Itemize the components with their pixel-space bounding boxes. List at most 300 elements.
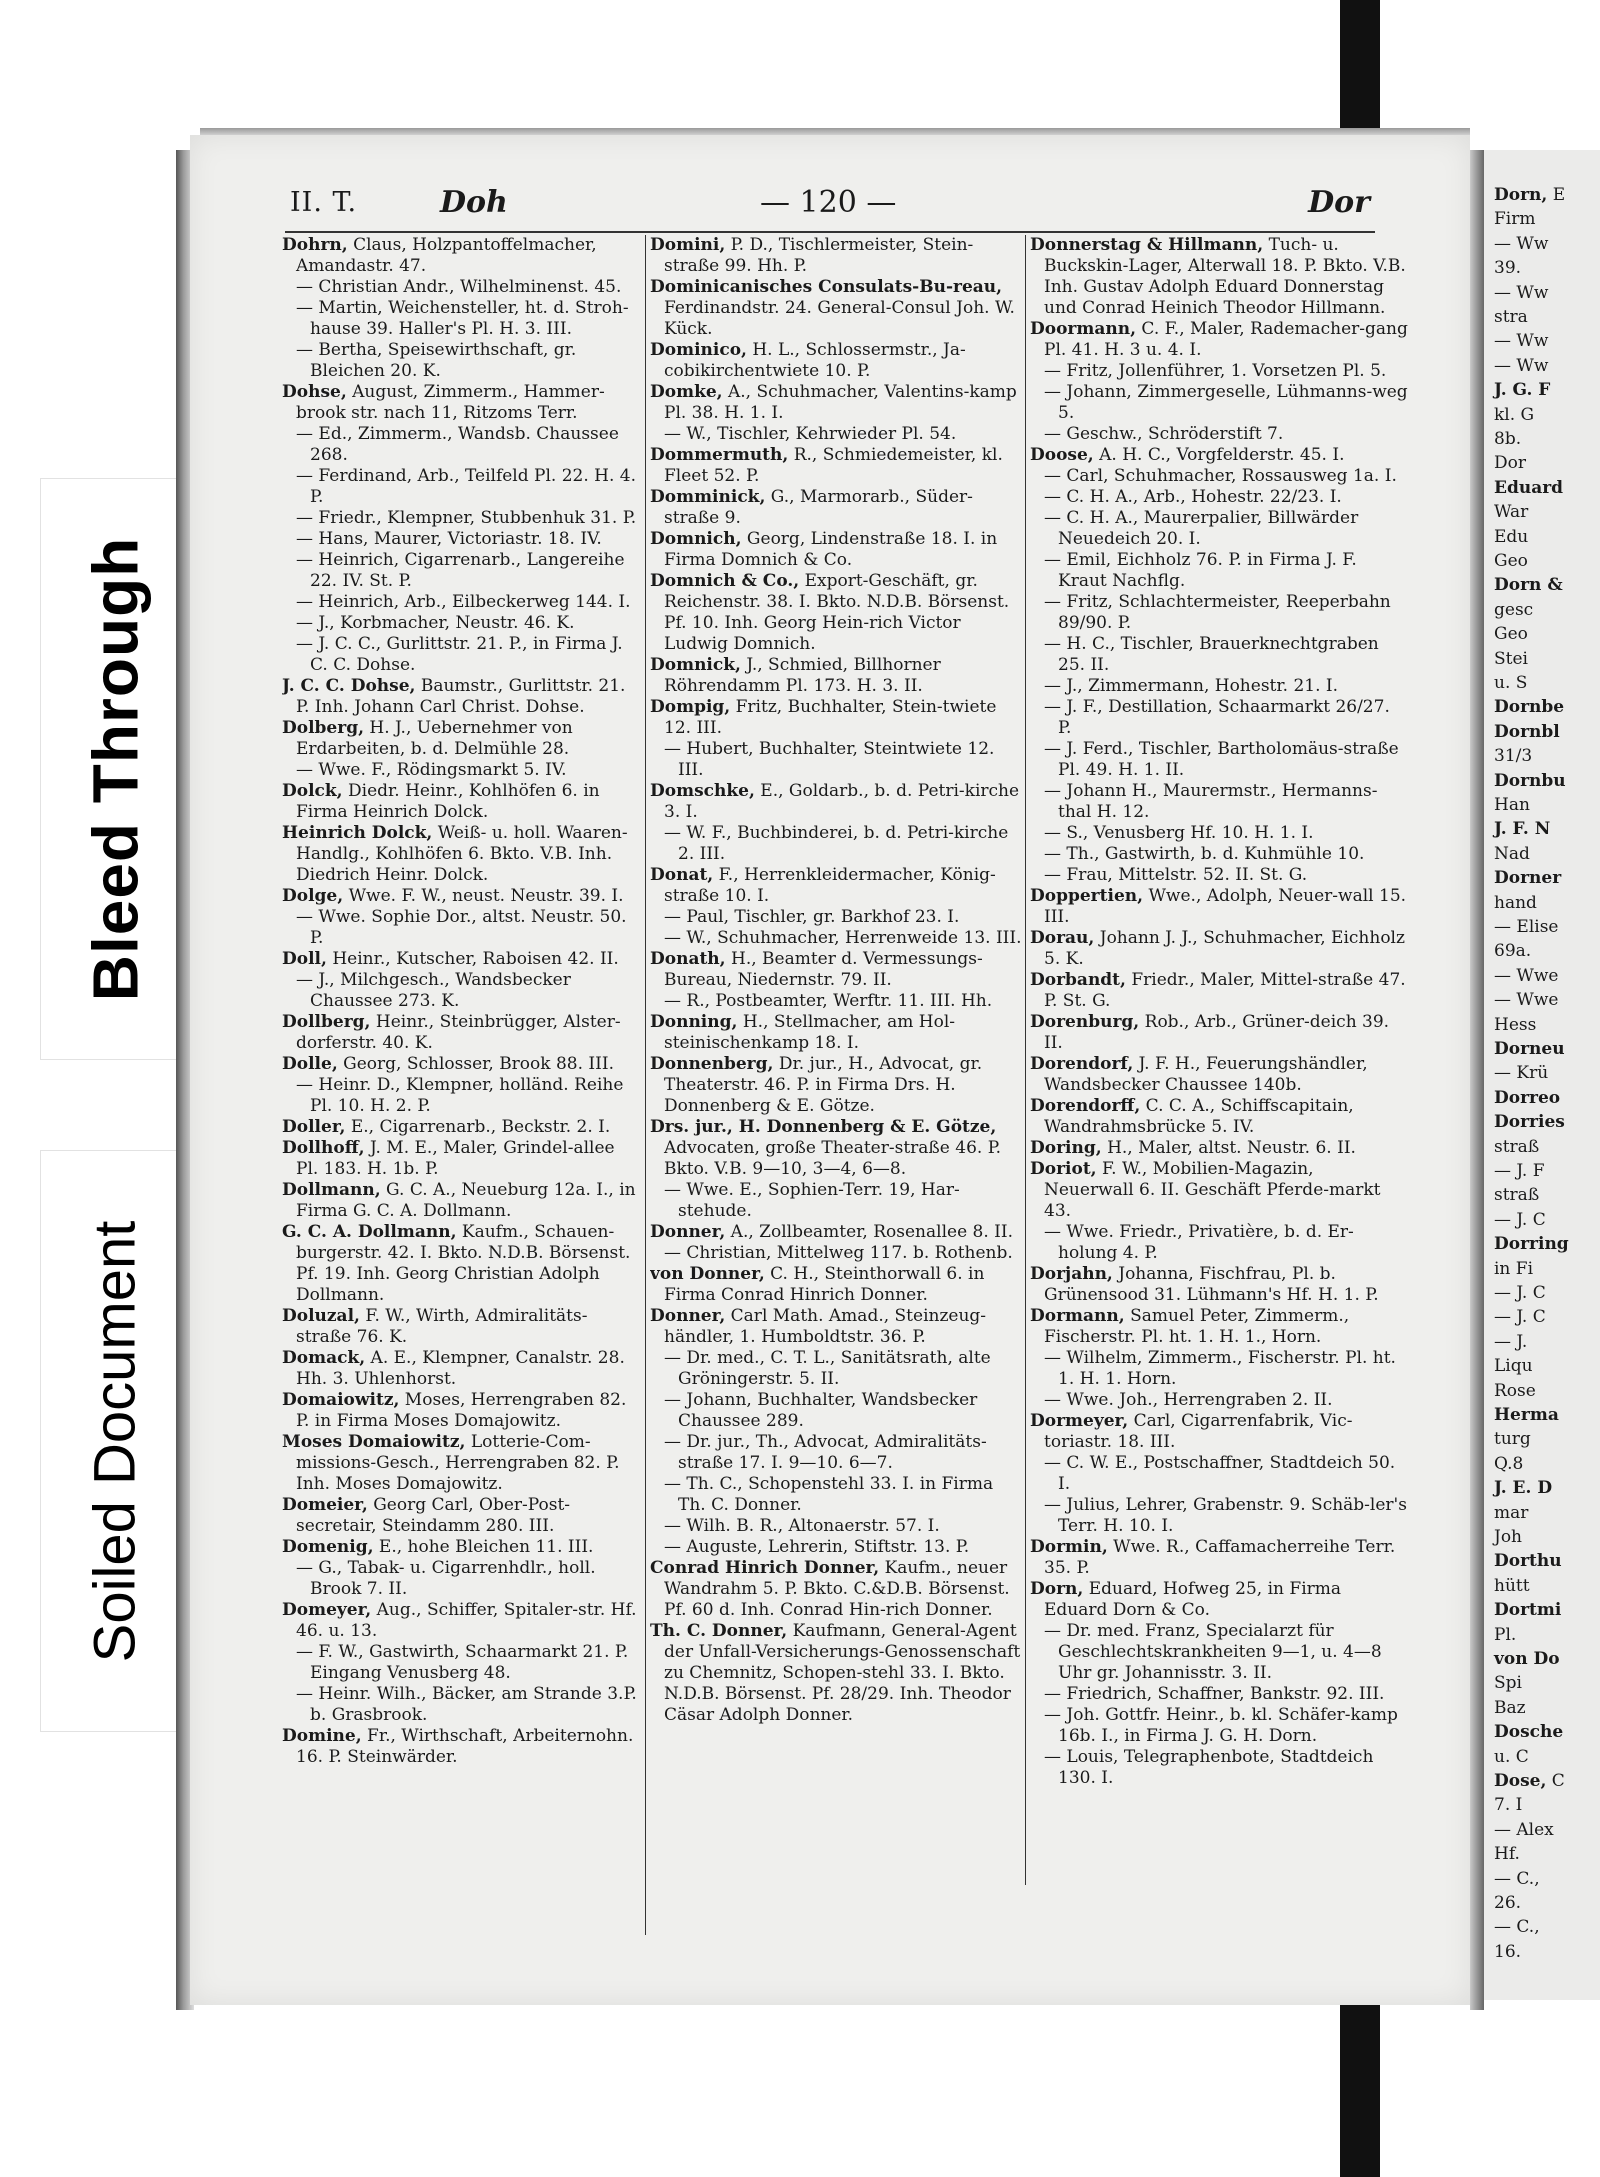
adjacent-entry-text: Dor [1494, 453, 1526, 474]
entry-name: Dolle, [282, 1054, 338, 1074]
entry-details: E., Goldarb., b. d. Petri-kirche 3. I. [664, 781, 1020, 822]
entry-details: F. W., Wirth, Admiralitäts-straße 76. K. [296, 1306, 588, 1347]
adjacent-page-line [1494, 1161, 1545, 1182]
catchword-right: Dor [1308, 185, 1370, 220]
entry-name: Donat, [650, 865, 714, 885]
adjacent-entry-text: — Wwe [1494, 965, 1559, 986]
entry-details: J. M. E., Maler, Grindel-allee Pl. 183. H. 1b. P. [296, 1138, 615, 1179]
directory-entry [282, 1537, 642, 1558]
entry-name: Donner, [650, 1222, 726, 1242]
directory-entry [282, 1117, 642, 1138]
entry-name: Domeier, [282, 1495, 368, 1515]
adjacent-entry-name: Eduard [1494, 477, 1564, 498]
entry-name: Dollmann, [282, 1180, 381, 1200]
directory-entry [650, 1306, 1022, 1348]
adjacent-entry-text: — Krü [1494, 1063, 1549, 1084]
entry-name: Domeyer, [282, 1600, 372, 1620]
adjacent-entry-text: Liqu [1494, 1356, 1533, 1377]
entry-details: Lotterie-Com-missions-Gesch., Herrengraben 82. P. Inh. Moses Domajowitz. [296, 1432, 620, 1494]
adjacent-page-line [1494, 1722, 1563, 1743]
adjacent-entry-text: — Ww [1494, 282, 1549, 303]
directory-subentry: — J. C. C., Gurlittstr. 21. P., in Firma J. C. C. Dohse. [296, 634, 623, 675]
directory-entry [1030, 235, 1408, 319]
adjacent-page-line [1494, 209, 1535, 230]
directory-subentry: — J., Milchgesch., Wandsbecker Chaussee 273. K. [296, 970, 571, 1011]
directory-entry [1030, 319, 1408, 361]
adjacent-entry-text: Rose [1494, 1380, 1536, 1401]
entry-details: Dr. jur., H., Advocat, gr. Theaterstr. 46. P. in Firma Drs. H. Donnenberg & E. Götze. [664, 1054, 983, 1116]
directory-subentry: — Joh. Gottfr. Heinr., b. kl. Schäfer-kamp 16b. I., in Firma J. G. H. Dorn. [1044, 1705, 1398, 1746]
entry-name: Dorn, [1030, 1579, 1084, 1599]
entry-details: H., Maler, altst. Neustr. 6. II. [1101, 1138, 1356, 1158]
adjacent-entry-text: Hf. [1494, 1844, 1520, 1865]
adjacent-entry-name: Dortmi [1494, 1600, 1562, 1621]
adjacent-entry-text: — Ww [1494, 355, 1549, 376]
column-divider [645, 235, 646, 1935]
directory-subentry: — Bertha, Speisewirthschaft, gr. Bleichen 20. K. [296, 340, 577, 381]
directory-subentry: — F. W., Gastwirth, Schaarmarkt 21. P. Eingang Venusberg 48. [296, 1642, 629, 1683]
directory-subentry: — Julius, Lehrer, Grabenstr. 9. Schäb-ler's Terr. H. 10. I. [1044, 1495, 1407, 1536]
directory-entry [282, 1726, 642, 1768]
entry-details: Eduard, Hofweg 25, in Firma Eduard Dorn & Co. [1044, 1579, 1342, 1620]
adjacent-page-line [1494, 600, 1533, 621]
adjacent-page-line [1494, 624, 1528, 645]
entry-name: Doring, [1030, 1138, 1102, 1158]
adjacent-entry-name: Dose, [1494, 1771, 1547, 1791]
adjacent-page-line [1494, 1381, 1536, 1402]
entry-details: F. W., Mobilien-Magazin, Neuerwall 6. II. Geschäft Pferde-markt 43. [1044, 1159, 1381, 1221]
directory-entry [650, 1222, 1022, 1243]
directory-entry [282, 1012, 642, 1054]
directory-entry [650, 1117, 1022, 1180]
adjacent-page-line [1494, 1234, 1569, 1255]
entry-name: Domnich, [650, 529, 742, 549]
entry-name: Domke, [650, 382, 723, 402]
directory-subentry: — Frau, Mittelstr. 52. II. St. G. [1044, 865, 1308, 885]
directory-entry [650, 571, 1022, 655]
adjacent-page-line [1494, 1210, 1546, 1231]
entry-name: Doppertien, [1030, 886, 1144, 906]
entry-details: Wwe., Adolph, Neuer-wall 15. III. [1044, 886, 1407, 927]
entry-details: C. C. A., Schiffscapitain, Wandrahmsbrücke 5. IV. [1044, 1096, 1354, 1137]
adjacent-page-line [1494, 1673, 1522, 1694]
directory-subentry: — Christian, Mittelweg 117. b. Rothenb. [664, 1243, 1013, 1263]
directory-subentry: — Th. C., Schopenstehl 33. I. in Firma Th. C. Donner. [664, 1474, 994, 1515]
entry-name: Donath, [650, 949, 726, 969]
directory-entry [650, 865, 1022, 907]
adjacent-page-line [1494, 1112, 1565, 1133]
directory-subentry: — Martin, Weichensteller, ht. d. Stroh-hause 39. Haller's Pl. H. 3. III. [296, 298, 629, 339]
entry-details: H. J., Uebernehmer von Erdarbeiten, b. d. Delmühle 28. [296, 718, 573, 759]
adjacent-page-line [1494, 307, 1528, 328]
directory-entry [650, 949, 1022, 991]
entry-name: Dormeyer, [1030, 1411, 1129, 1431]
adjacent-entry-name: Dornbe [1494, 697, 1565, 718]
directory-subentry: — Hubert, Buchhalter, Steintwiete 12. III. [664, 739, 995, 780]
directory-subentry: — Heinr. Wilh., Bäcker, am Strande 3.P. b. Grasbrook. [296, 1684, 637, 1725]
directory-subentry: — Ed., Zimmerm., Wandsb. Chaussee 268. [296, 424, 619, 465]
directory-subentry: — W., Schuhmacher, Herrenweide 13. III. [664, 928, 1022, 948]
catchword-left: Doh [440, 185, 508, 220]
entry-name: Dollberg, [282, 1012, 371, 1032]
part-label: II. T. [290, 187, 358, 218]
adjacent-page-line [1494, 819, 1550, 840]
entry-name: Dolck, [282, 781, 343, 801]
adjacent-entry-text: 8b. [1494, 429, 1522, 449]
entry-details: A. H. C., Vorgfelderstr. 45. I. [1093, 445, 1345, 465]
adjacent-entry-text: Hess [1494, 1014, 1537, 1035]
adjacent-entry-text: — Ww [1494, 233, 1549, 254]
entry-name: Dorenburg, [1030, 1012, 1140, 1032]
adjacent-page-line [1494, 1942, 1521, 1963]
entry-details: Rob., Arb., Grüner-deich 39. II. [1044, 1012, 1390, 1053]
adjacent-page-line [1494, 1527, 1522, 1548]
entry-name: Domnick, [650, 655, 741, 675]
adjacent-page-line [1494, 917, 1558, 938]
adjacent-entry-text: Edu [1494, 526, 1529, 547]
adjacent-entry-name: Dorn & [1494, 575, 1563, 596]
entry-details: Johanna, Fischfrau, Pl. b. Grünensood 31. Lühmann's Hf. H. 1. P. [1044, 1264, 1379, 1305]
entry-name: Domschke, [650, 781, 755, 801]
entry-name: G. C. A. Dollmann, [282, 1222, 457, 1242]
directory-entry [282, 1222, 642, 1306]
adjacent-page-line [1494, 1869, 1540, 1890]
directory-subentry: — Dr. jur., Th., Advocat, Admiralitäts-straße 17. I. 9—10. 6—7. [664, 1432, 987, 1473]
adjacent-page-line [1494, 990, 1559, 1011]
directory-entry [650, 445, 1022, 487]
adjacent-page-line [1494, 697, 1564, 718]
adjacent-page-line [1494, 649, 1528, 670]
entry-name: Dormann, [1030, 1306, 1125, 1326]
adjacent-page-line [1494, 1332, 1527, 1353]
adjacent-page-line [1494, 844, 1530, 865]
directory-subentry: — Christian Andr., Wilhelminenst. 45. [296, 277, 622, 297]
entry-name: Moses Domaiowitz, [282, 1432, 466, 1452]
directory-entry [1030, 1411, 1408, 1453]
directory-subentry: — Wwe. Sophie Dor., altst. Neustr. 50. P. [296, 907, 627, 948]
entry-name: Dorjahn, [1030, 1264, 1113, 1284]
entry-details: Advocaten, große Theater-straße 46. P. Bkto. V.B. 9—10, 3—4, 6—8. [664, 1138, 1002, 1179]
adjacent-page-line [1494, 502, 1528, 523]
directory-subentry: — Heinr. D., Klempner, holländ. Reihe Pl. 10. H. 2. P. [296, 1075, 624, 1116]
directory-entry [650, 235, 1022, 277]
column-3 [1030, 235, 1408, 1789]
entry-details: H., Stellmacher, am Hol-steinischenkamp 18. I. [664, 1012, 956, 1053]
directory-entry [650, 781, 1022, 823]
bleed-through-tab[interactable] [40, 478, 190, 1060]
column-divider [1025, 235, 1026, 1885]
directory-subentry: — Friedr., Klempner, Stubbenhuk 31. P. [296, 508, 637, 528]
entry-details: A., Schuhmacher, Valentins-kamp Pl. 38. H. 1. I. [664, 382, 1017, 423]
adjacent-entry-text: 26. [1494, 1893, 1522, 1913]
adjacent-page-line [1494, 1454, 1523, 1475]
entry-details: Samuel Peter, Zimmerm., Fischerstr. Pl. ht. 1. H. 1., Horn. [1044, 1306, 1350, 1347]
adjacent-entry-name: Dornbu [1494, 770, 1566, 791]
entry-details: August, Zimmerm., Hammer-brook str. nach 11, Ritzoms Terr. [296, 382, 605, 423]
directory-entry [282, 718, 642, 760]
entry-details: Weiß- u. holl. Waaren-Handlg., Kohlhöfen 6. Bkto. V.B. Inh. Diedrich Heinr. Dolck. [296, 823, 628, 885]
bleed-through-label: Bleed Through [79, 536, 151, 1002]
column-2 [650, 235, 1022, 1726]
adjacent-page-line [1494, 795, 1530, 816]
entry-details: Ferdinandstr. 24. General-Consul Joh. W. Kück. [664, 298, 1015, 339]
directory-entry [1030, 886, 1408, 928]
entry-name: von Donner, [650, 1264, 765, 1284]
directory-entry [282, 781, 642, 823]
adjacent-entry-text: Stei [1494, 648, 1528, 669]
adjacent-page-line [1494, 1259, 1533, 1280]
adjacent-entry-text: C [1546, 1771, 1565, 1791]
entry-details: H., Beamter d. Vermessungs-Bureau, Niedernstr. 79. II. [664, 949, 983, 990]
entry-name: Dohse, [282, 382, 347, 402]
directory-entry [650, 487, 1022, 529]
adjacent-entry-text: 69a. [1494, 941, 1532, 962]
directory-entry [282, 382, 642, 424]
directory-entry [282, 886, 642, 907]
adjacent-entry-text: — J. C [1494, 1307, 1546, 1328]
entry-name: Domini, [650, 235, 726, 255]
directory-subentry: — Carl, Schuhmacher, Rossausweg 1a. I. [1044, 466, 1397, 486]
directory-subentry: — H. C., Tischler, Brauerknechtgraben 25. II. [1044, 634, 1379, 675]
adjacent-page-line [1494, 1283, 1546, 1304]
directory-subentry: — Wilhelm, Zimmerm., Fischerstr. Pl. ht. 1. H. 1. Horn. [1044, 1348, 1396, 1389]
directory-entry [1030, 1054, 1408, 1096]
entry-details: Moses, Herrengraben 82. P. in Firma Moses Domajowitz. [296, 1390, 627, 1431]
entry-name: Doriot, [1030, 1159, 1097, 1179]
entry-name: Dollhoff, [282, 1138, 365, 1158]
directory-entry [1030, 970, 1408, 1012]
directory-subentry: — Dr. med., C. T. L., Sanitätsrath, alte Gröningerstr. 5. II. [664, 1348, 991, 1389]
adjacent-entry-text: — Elise [1494, 917, 1559, 937]
entry-details: Kaufm., neuer Wandrahm 5. P. Bkto. C.&D.B. Börsenst. Pf. 60 d. Inh. Conrad Hin-rich Donner. [664, 1558, 1010, 1620]
adjacent-page-line [1494, 1795, 1522, 1816]
directory-entry [650, 382, 1022, 424]
entry-name: Dompig, [650, 697, 731, 717]
adjacent-entry-text: Nad [1494, 843, 1530, 864]
directory-subentry: — Heinrich, Cigarrenarb., Langereihe 22. IV. St. P. [296, 550, 625, 591]
adjacent-entry-text: Geo [1494, 624, 1528, 645]
entry-details: Export-Geschäft, gr. Reichenstr. 38. I. Bkto. N.D.B. Börsenst. Pf. 10. Inh. Georg Hein-rich Victor Ludwig Domnich. [664, 571, 1010, 654]
entry-details: Heinr., Steinbrügger, Alster-dorferstr. 40. K. [296, 1012, 621, 1053]
adjacent-entry-name: Dorreo [1494, 1087, 1561, 1108]
adjacent-page-line [1494, 575, 1563, 596]
soiled-document-label: Soiled Document [82, 1220, 148, 1662]
adjacent-page-line [1494, 1600, 1561, 1621]
adjacent-page-line [1494, 1844, 1520, 1865]
adjacent-entry-text: Q.8 [1494, 1453, 1524, 1474]
adjacent-entry-text: hütt [1494, 1575, 1530, 1596]
entry-name: Dolberg, [282, 718, 365, 738]
directory-subentry: — C. W. E., Postschaffner, Stadtdeich 50. I. [1044, 1453, 1396, 1494]
adjacent-page-line [1494, 478, 1563, 499]
entry-name: Dommermuth, [650, 445, 789, 465]
adjacent-entry-text: straß [1494, 1136, 1540, 1157]
adjacent-entry-text: 16. [1494, 1941, 1522, 1962]
directory-entry [282, 823, 642, 886]
entry-name: Drs. jur., H. Donnenberg & E. Götze, [650, 1117, 997, 1137]
directory-subentry: — W., Tischler, Kehrwieder Pl. 54. [664, 424, 957, 444]
adjacent-page-line [1494, 1576, 1530, 1597]
entry-name: Dormin, [1030, 1537, 1108, 1557]
directory-subentry: — Wilh. B. R., Altonaerstr. 57. I. [664, 1516, 940, 1536]
adjacent-entry-name: Dorn, [1494, 185, 1548, 205]
directory-entry [282, 949, 642, 970]
adjacent-page-line [1494, 673, 1527, 694]
directory-entry [1030, 1537, 1408, 1579]
entry-name: J. C. C. Dohse, [282, 676, 416, 696]
adjacent-page-line [1494, 941, 1531, 962]
adjacent-entry-text: Han [1494, 795, 1530, 815]
entry-details: Fr., Wirthschaft, Arbeiternohn. 16. P. Steinwärder. [296, 1726, 634, 1767]
adjacent-page-line [1494, 331, 1548, 352]
directory-entry [1030, 1306, 1408, 1348]
directory-entry [1030, 1138, 1408, 1159]
entry-name: Dorendorff, [1030, 1096, 1141, 1116]
adjacent-entry-text: Firm [1494, 209, 1536, 230]
adjacent-page-line [1494, 453, 1526, 474]
entry-name: Domenig, [282, 1537, 374, 1557]
adjacent-page-line [1494, 1185, 1539, 1206]
adjacent-entry-text: — Ww [1494, 331, 1549, 352]
directory-entry [650, 1621, 1022, 1726]
adjacent-page-line [1494, 185, 1565, 206]
directory-entry [282, 1390, 642, 1432]
entry-name: Donning, [650, 1012, 738, 1032]
adjacent-entry-text: — J. C [1494, 1283, 1546, 1303]
entry-details: H. L., Schlossermstr., Ja-cobikirchentwiete 10. P. [664, 340, 966, 381]
entry-details: Wwe. R., Caffamacherreihe Terr. 35. P. [1044, 1537, 1396, 1578]
directory-entry [650, 655, 1022, 697]
adjacent-entry-name: Dosche [1494, 1722, 1564, 1743]
adjacent-page-line [1494, 1478, 1552, 1499]
adjacent-entry-text: 39. [1494, 258, 1522, 279]
adjacent-page-line [1494, 1503, 1528, 1524]
adjacent-page-line [1494, 1698, 1526, 1719]
adjacent-page-line [1494, 1771, 1565, 1792]
adjacent-entry-text: stra [1494, 307, 1528, 327]
adjacent-entry-name: Dorthu [1494, 1551, 1562, 1572]
directory-entry [650, 697, 1022, 739]
directory-subentry: — W. F., Buchbinderei, b. d. Petri-kirche 2. III. [664, 823, 1009, 864]
entry-name: Doose, [1030, 445, 1094, 465]
adjacent-entry-text: u. C [1494, 1746, 1529, 1767]
directory-subentry: — Wwe. E., Sophien-Terr. 19, Har-stehude. [664, 1180, 960, 1221]
entry-details: J. F. H., Feuerungshändler, Wandsbecker Chaussee 140b. [1044, 1054, 1368, 1095]
soiled-document-tab[interactable] [40, 1150, 190, 1732]
entry-name: Domaiowitz, [282, 1390, 400, 1410]
adjacent-entry-text: Pl. [1494, 1624, 1517, 1645]
entry-name: Domminick, [650, 487, 766, 507]
adjacent-page-line [1494, 429, 1521, 450]
entry-details: Carl Math. Amad., Steinzeug-händler, 1. Humboldtstr. 36. P. [664, 1306, 987, 1347]
directory-entry [282, 235, 642, 277]
directory-entry [1030, 1012, 1408, 1054]
adjacent-page-line [1494, 1917, 1540, 1938]
directory-subentry: — C. H. A., Maurerpalier, Billwärder Neuedeich 20. I. [1044, 508, 1359, 549]
adjacent-page-line [1494, 1893, 1521, 1914]
directory-subentry: — Geschw., Schröderstift 7. [1044, 424, 1284, 444]
adjacent-page-line [1494, 1307, 1546, 1328]
entry-details: E., Cigarrenarb., Beckstr. 2. I. [345, 1117, 611, 1137]
directory-subentry: — Johann, Buchhalter, Wandsbecker Chaussee 289. [664, 1390, 978, 1431]
entry-name: Dominicanisches Consulats-Bu-reau, [650, 277, 1003, 297]
entry-details: E., hohe Bleichen 11. III. [373, 1537, 594, 1557]
directory-subentry: — G., Tabak- u. Cigarrenhdlr., holl. Brook 7. II. [296, 1558, 596, 1599]
entry-name: Doluzal, [282, 1306, 360, 1326]
directory-subentry: — C. H. A., Arb., Hohestr. 22/23. I. [1044, 487, 1342, 507]
adjacent-page-line [1494, 405, 1534, 426]
directory-entry [1030, 1159, 1408, 1222]
entry-details: F., Herrenkleidermacher, König-straße 10. I. [664, 865, 996, 906]
directory-entry [650, 277, 1022, 340]
directory-subentry: — Wwe. Friedr., Privatière, b. d. Er-holung 4. P. [1044, 1222, 1354, 1263]
adjacent-page-line [1494, 1820, 1554, 1841]
adjacent-page-line [1494, 527, 1528, 548]
adjacent-page-line [1494, 1429, 1531, 1450]
adjacent-page-line [1494, 380, 1550, 401]
entry-details: Georg Carl, Ober-Post-secretair, Steindamm 280. III. [296, 1495, 571, 1536]
directory-subentry: — Heinrich, Arb., Eilbeckerweg 144. I. [296, 592, 631, 612]
adjacent-page-line [1494, 868, 1561, 889]
adjacent-page-line [1494, 1063, 1548, 1084]
adjacent-entry-name: J. E. D [1494, 1478, 1553, 1499]
entry-name: Dolge, [282, 886, 344, 906]
directory-entry [282, 1432, 642, 1495]
adjacent-entry-text: — Alex [1494, 1819, 1554, 1840]
header-rule [285, 231, 1375, 233]
entry-name: Domine, [282, 1726, 362, 1746]
adjacent-page-line [1494, 283, 1548, 304]
entry-details: A., Zollbeamter, Rosenallee 8. II. [725, 1222, 1013, 1242]
directory-subentry: — Emil, Eichholz 76. P. in Firma J. F. Kraut Nachflg. [1044, 550, 1357, 591]
adjacent-entry-name: J. F. N [1494, 819, 1551, 840]
adjacent-entry-name: J. G. F [1494, 380, 1551, 401]
directory-entry [282, 1495, 642, 1537]
entry-details: G., Marmorarb., Süder-straße 9. [664, 487, 973, 528]
adjacent-page-line [1494, 966, 1559, 987]
directory-entry [1030, 1096, 1408, 1138]
directory-subentry: — Friedrich, Schaffner, Bankstr. 92. III. [1044, 1684, 1385, 1704]
adjacent-entry-name: Dorring [1494, 1234, 1569, 1255]
directory-subentry: — Auguste, Lehrerin, Stiftstr. 13. P. [664, 1537, 970, 1557]
adjacent-entry-text: kl. G [1494, 404, 1535, 425]
directory-entry [650, 529, 1022, 571]
directory-entry [1030, 1579, 1408, 1621]
adjacent-entry-name: Dorner [1494, 868, 1562, 889]
adjacent-entry-text: E [1547, 185, 1566, 205]
directory-subentry: — R., Postbeamter, Werftr. 11. III. Hh. [664, 991, 993, 1011]
directory-entry [1030, 1264, 1408, 1306]
directory-entry [650, 1558, 1022, 1621]
entry-name: Dorbandt, [1030, 970, 1126, 990]
adjacent-entry-text: gesc [1494, 599, 1534, 620]
adjacent-page-line [1494, 1551, 1562, 1572]
adjacent-page-line [1494, 234, 1548, 255]
entry-name: Conrad Hinrich Donner, [650, 1558, 880, 1578]
directory-subentry: — Dr. med. Franz, Specialarzt für Geschlechtskrankheiten 9—1, u. 4—8 Uhr gr. Johannisstr. 3. II. [1044, 1621, 1382, 1683]
directory-entry [282, 1306, 642, 1348]
adjacent-page-line [1494, 1137, 1539, 1158]
directory-entry [650, 1264, 1022, 1306]
directory-subentry: — J., Zimmermann, Hohestr. 21. I. [1044, 676, 1338, 696]
directory-subentry: — Fritz, Schlachtermeister, Reeperbahn 89/90. P. [1044, 592, 1391, 633]
adjacent-page-line [1494, 258, 1521, 279]
directory-entry [282, 1054, 642, 1075]
directory-entry [650, 1012, 1022, 1054]
entry-details: Tuch- u. Buckskin-Lager, Alterwall 18. P. Bkto. V.B. Inh. Gustav Adolph Eduard Donnerstag und Conrad Heinich Theodor Hillmann. [1044, 235, 1406, 318]
adjacent-page-line [1494, 1649, 1560, 1670]
entry-details: Wwe. F. W., neust. Neustr. 39. I. [343, 886, 624, 906]
